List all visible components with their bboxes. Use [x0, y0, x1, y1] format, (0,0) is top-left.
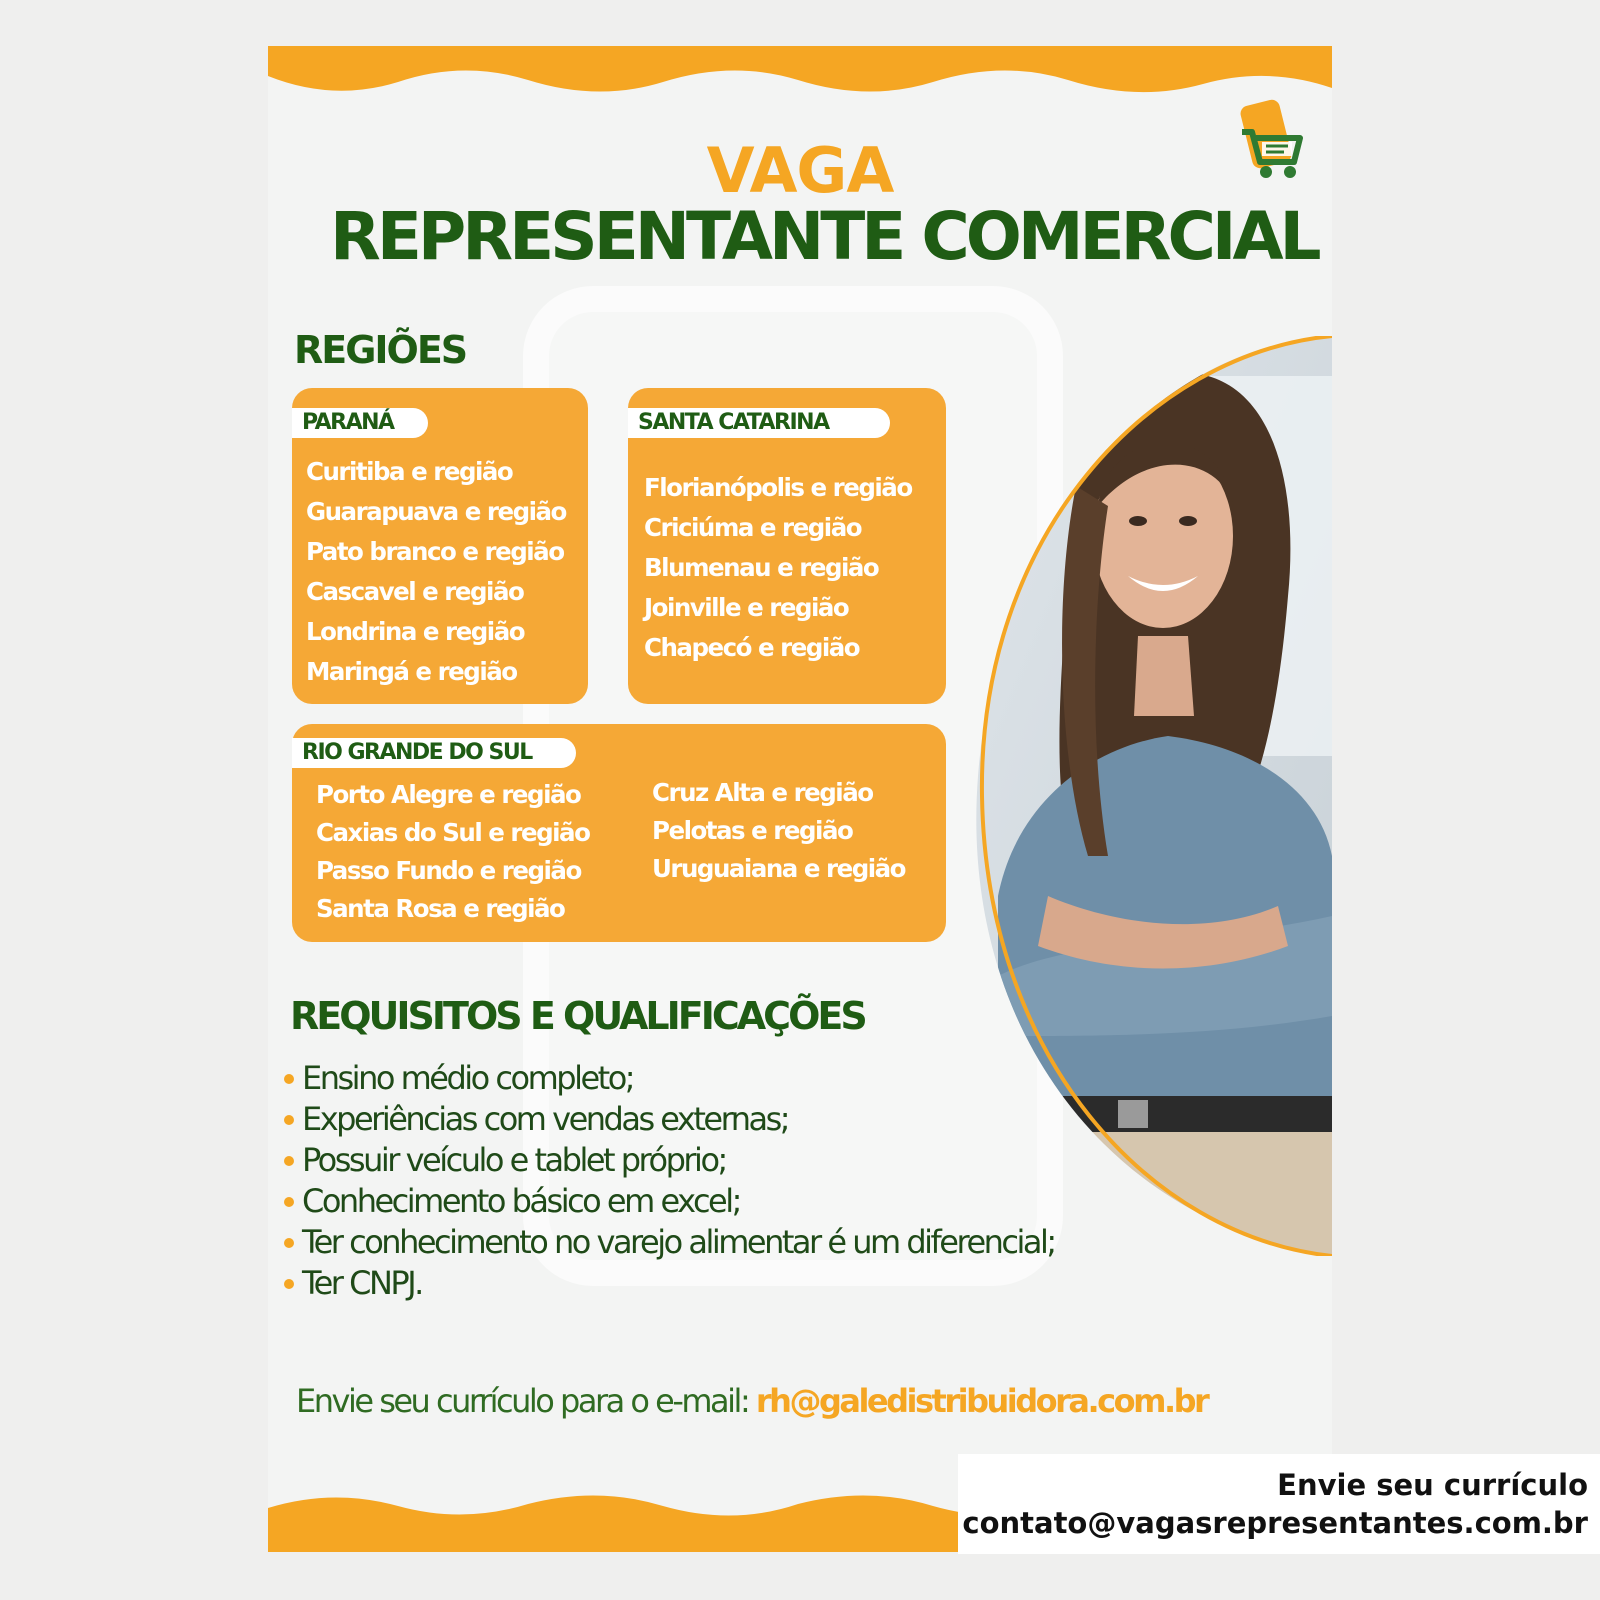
- city-list-santa-catarina: [644, 468, 912, 668]
- city-item: Pelotas e região: [652, 816, 853, 845]
- requirement-item: [284, 1058, 1055, 1099]
- requirement-item: [284, 1140, 1055, 1181]
- email-contact-line: [296, 1382, 1207, 1420]
- city-item: Guarapuava e região: [306, 497, 566, 526]
- contact-overlay-box: [958, 1454, 1600, 1554]
- requirement-item: [284, 1099, 1055, 1140]
- bullet-icon: [284, 1074, 294, 1084]
- title-vaga: VAGA: [706, 134, 894, 207]
- bullet-icon: [284, 1279, 294, 1289]
- requirement-text: Experiências com vendas externas;: [302, 1100, 789, 1138]
- city-item: Florianópolis e região: [644, 473, 912, 502]
- overlay-contact-email[interactable]: contato@vagasrepresentantes.com.br: [962, 1506, 1588, 1540]
- region-card-parana: [292, 388, 588, 704]
- city-list-rs-column-2: [652, 774, 905, 888]
- requirement-text: Possuir veículo e tablet próprio;: [302, 1141, 726, 1179]
- city-item: Curitiba e região: [306, 457, 513, 486]
- city-item: Londrina e região: [306, 617, 525, 646]
- regions-heading: REGIÕES: [294, 328, 467, 372]
- city-item: Cruz Alta e região: [652, 778, 873, 807]
- woman-with-crossed-arms-photo: [958, 336, 1332, 1256]
- email-label: Envie seu currículo para o e-mail:: [296, 1382, 749, 1420]
- city-item: Pato branco e região: [306, 537, 564, 566]
- requirement-text: Ensino médio completo;: [302, 1059, 634, 1097]
- city-item: Passo Fundo e região: [316, 856, 581, 885]
- requirement-text: Conhecimento básico em excel;: [302, 1182, 740, 1220]
- city-item: Caxias do Sul e região: [316, 818, 590, 847]
- state-label-rio-grande-do-sul: RIO GRANDE DO SUL: [292, 738, 576, 768]
- city-item: Joinville e região: [644, 593, 849, 622]
- requirements-list: [284, 1058, 1055, 1304]
- bullet-icon: [284, 1238, 294, 1248]
- job-flyer: [268, 46, 1332, 1552]
- overlay-send-cv-text: Envie seu currículo: [1277, 1468, 1588, 1502]
- city-item: Uruguaiana e região: [652, 854, 906, 883]
- city-item: Chapecó e região: [644, 633, 860, 662]
- city-item: Blumenau e região: [644, 553, 879, 582]
- requirement-text: Ter conhecimento no varejo alimentar é um diferencial;: [302, 1223, 1055, 1261]
- city-item: Cascavel e região: [306, 577, 524, 606]
- top-wave-border: [268, 46, 1332, 106]
- bullet-icon: [284, 1197, 294, 1207]
- city-item: Criciúma e região: [644, 513, 862, 542]
- requirement-text: Ter CNPJ.: [302, 1264, 422, 1302]
- state-label-parana: PARANÁ: [292, 408, 428, 438]
- city-item: Porto Alegre e região: [316, 780, 581, 809]
- region-card-santa-catarina: [628, 388, 946, 704]
- requirement-item: [284, 1181, 1055, 1222]
- requirements-heading: REQUISITOS E QUALIFICAÇÕES: [290, 994, 865, 1038]
- city-list-parana: [306, 452, 566, 692]
- city-item: Santa Rosa e região: [316, 894, 565, 923]
- state-label-santa-catarina: SANTA CATARINA: [628, 408, 890, 438]
- requirement-item: [284, 1222, 1055, 1263]
- bullet-icon: [284, 1156, 294, 1166]
- city-list-rs-column-1: [316, 776, 589, 928]
- city-item: Maringá e região: [306, 657, 517, 686]
- email-address-link[interactable]: rh@galedistribuidora.com.br: [755, 1382, 1208, 1420]
- bullet-icon: [284, 1115, 294, 1125]
- title-representante-comercial: REPRESENTANTE COMERCIAL: [330, 198, 1318, 275]
- region-card-rio-grande-do-sul: [292, 724, 946, 942]
- requirement-item: [284, 1263, 1055, 1304]
